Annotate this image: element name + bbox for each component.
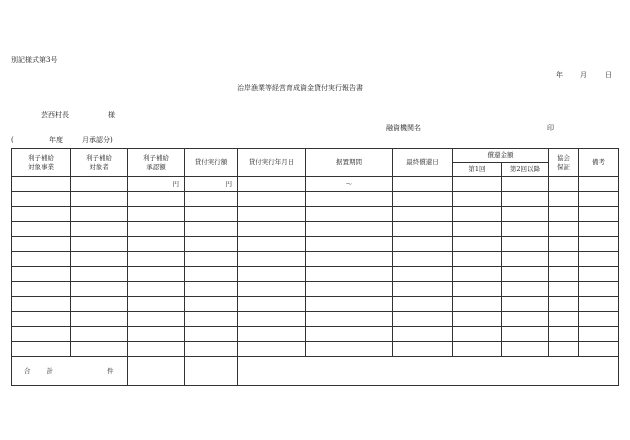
table-cell — [306, 327, 393, 342]
table-cell — [502, 252, 549, 267]
table-cell — [453, 282, 502, 297]
table-cell — [128, 327, 185, 342]
table-row — [12, 267, 619, 282]
table-cell — [502, 222, 549, 237]
table-row — [12, 312, 619, 327]
table-cell — [549, 192, 579, 207]
table-cell — [12, 297, 71, 312]
table-cell — [549, 282, 579, 297]
approval-month: 月承認分) — [82, 136, 113, 144]
table-cell — [393, 237, 453, 252]
table-cell — [185, 192, 238, 207]
header-association-guarantee — [549, 149, 579, 177]
table-cell — [502, 207, 549, 222]
total-label-cell — [12, 357, 128, 386]
table-cell — [12, 282, 71, 297]
total-approved-amount — [128, 357, 185, 386]
table-cell — [306, 192, 393, 207]
total-label-b: 計 — [46, 366, 53, 375]
table-cell — [71, 237, 128, 252]
table-row — [12, 177, 619, 192]
table-cell — [306, 207, 393, 222]
table-cell — [128, 207, 185, 222]
addressee-honorific: 様 — [108, 111, 115, 119]
table-cell — [71, 342, 128, 357]
table-cell — [238, 177, 306, 192]
table-cell — [549, 312, 579, 327]
table-cell — [579, 297, 619, 312]
table-cell — [453, 237, 502, 252]
table-cell — [579, 237, 619, 252]
table-cell — [128, 342, 185, 357]
table-cell — [128, 237, 185, 252]
table-cell — [453, 222, 502, 237]
header-approved-amount-line1: 利子補給 — [143, 154, 169, 163]
table-cell — [393, 297, 453, 312]
form-number: 別記様式第3号 — [11, 56, 58, 64]
header-grace-period: 据置期間 — [306, 149, 393, 177]
table-cell — [185, 282, 238, 297]
total-row — [12, 357, 619, 386]
table-cell — [12, 267, 71, 282]
date-month: 月 — [580, 71, 587, 79]
table-cell — [71, 222, 128, 237]
table-cell — [306, 342, 393, 357]
table-cell — [502, 342, 549, 357]
table-cell — [306, 297, 393, 312]
table-cell — [453, 327, 502, 342]
table-cell — [71, 207, 128, 222]
table-cell — [549, 177, 579, 192]
addressee-name: 芸西村長 — [41, 111, 69, 119]
table-cell — [579, 252, 619, 267]
header-association-guarantee-line1: 協会 — [557, 154, 570, 163]
header-executed-amount: 貸付実行額 — [185, 149, 238, 177]
table-cell — [306, 282, 393, 297]
table-cell — [579, 282, 619, 297]
table-cell — [185, 267, 238, 282]
approved-amount-unit: 円 — [128, 177, 185, 192]
table-cell — [453, 192, 502, 207]
table-cell — [185, 207, 238, 222]
approval-open-paren: ( — [11, 136, 14, 144]
header-approved-amount-line2: 承認額 — [146, 162, 166, 171]
table-cell — [453, 297, 502, 312]
table-cell — [238, 207, 306, 222]
table-cell — [579, 207, 619, 222]
table-cell — [306, 312, 393, 327]
table-cell — [71, 252, 128, 267]
table-cell — [502, 297, 549, 312]
table-cell — [12, 252, 71, 267]
lender-label: 融資機関名 — [386, 124, 421, 132]
table-cell — [238, 312, 306, 327]
table-cell — [185, 222, 238, 237]
table-cell — [393, 327, 453, 342]
table-cell — [549, 222, 579, 237]
grace-period-separator: 〜 — [306, 177, 393, 192]
table-cell — [502, 312, 549, 327]
header-remarks: 備考 — [579, 149, 619, 177]
table-cell — [549, 297, 579, 312]
table-cell — [393, 342, 453, 357]
table-row — [12, 237, 619, 252]
header-association-guarantee-line2: 保証 — [557, 162, 570, 171]
table-cell — [549, 252, 579, 267]
table-cell — [12, 192, 71, 207]
total-remaining — [238, 357, 619, 386]
table-cell — [393, 177, 453, 192]
table-cell — [12, 327, 71, 342]
table-cell — [12, 222, 71, 237]
table-cell — [393, 222, 453, 237]
table-cell — [453, 252, 502, 267]
table-cell — [238, 282, 306, 297]
table-cell — [128, 252, 185, 267]
table-cell — [71, 312, 128, 327]
total-count-unit: 件 — [107, 366, 114, 375]
table-cell — [128, 282, 185, 297]
header-subsequent-repayment: 第2回以降 — [502, 163, 549, 177]
header-first-repayment: 第1回 — [453, 163, 502, 177]
table-cell — [579, 267, 619, 282]
table-row — [12, 327, 619, 342]
table-cell — [579, 177, 619, 192]
table-cell — [12, 237, 71, 252]
table-cell — [238, 222, 306, 237]
table-row — [12, 207, 619, 222]
table-cell — [393, 192, 453, 207]
table-cell — [306, 252, 393, 267]
table-cell — [502, 177, 549, 192]
table-cell — [579, 192, 619, 207]
table-cell — [238, 192, 306, 207]
table-cell — [393, 282, 453, 297]
table-cell — [185, 252, 238, 267]
table-cell — [238, 297, 306, 312]
table-cell — [12, 207, 71, 222]
table-cell — [453, 207, 502, 222]
table-cell — [12, 177, 71, 192]
table-cell — [238, 252, 306, 267]
table-cell — [549, 207, 579, 222]
table-cell — [549, 267, 579, 282]
table-cell — [453, 342, 502, 357]
table-cell — [502, 192, 549, 207]
table-cell — [71, 192, 128, 207]
header-target-project — [12, 149, 71, 177]
table-cell — [393, 252, 453, 267]
table-cell — [502, 267, 549, 282]
table-cell — [185, 237, 238, 252]
total-label-a: 合 — [24, 366, 31, 375]
table-cell — [549, 342, 579, 357]
table-cell — [71, 327, 128, 342]
table-cell — [185, 297, 238, 312]
table-cell — [71, 282, 128, 297]
total-executed-amount — [185, 357, 238, 386]
table-cell — [502, 237, 549, 252]
table-cell — [579, 327, 619, 342]
table-row — [12, 252, 619, 267]
table-row — [12, 282, 619, 297]
table-row — [12, 192, 619, 207]
table-cell — [128, 297, 185, 312]
table-cell — [579, 312, 619, 327]
header-target-person-line2: 対象者 — [89, 162, 109, 171]
table-row — [12, 222, 619, 237]
table-cell — [549, 237, 579, 252]
table-cell — [453, 177, 502, 192]
table-cell — [128, 267, 185, 282]
date-year: 年 — [556, 71, 563, 79]
empty-rows — [12, 192, 619, 357]
header-final-repayment-date: 最終償還日 — [393, 149, 453, 177]
table-cell — [238, 237, 306, 252]
table-cell — [579, 342, 619, 357]
table-cell — [12, 342, 71, 357]
table-cell — [306, 237, 393, 252]
table-cell — [128, 222, 185, 237]
table-cell — [12, 312, 71, 327]
table-cell — [306, 222, 393, 237]
table-cell — [185, 342, 238, 357]
table-cell — [185, 312, 238, 327]
table-cell — [238, 267, 306, 282]
table-row — [12, 297, 619, 312]
table-cell — [71, 177, 128, 192]
table-cell — [502, 282, 549, 297]
table-cell — [393, 312, 453, 327]
table-cell — [238, 342, 306, 357]
table-cell — [453, 267, 502, 282]
document-title: 治岸漁業等経営育成資金貸付実行報告書 — [237, 84, 363, 92]
table-cell — [185, 327, 238, 342]
table-cell — [453, 312, 502, 327]
seal-mark: 印 — [547, 124, 554, 132]
header-execution-date: 貸付実行年月日 — [238, 149, 306, 177]
approval-year: 年度 — [49, 136, 63, 144]
header-row — [12, 149, 619, 163]
table-cell — [71, 297, 128, 312]
header-approved-amount — [128, 149, 185, 177]
table-cell — [393, 207, 453, 222]
table-cell — [128, 312, 185, 327]
header-target-project-line1: 利子補給 — [28, 154, 54, 163]
table-row — [12, 342, 619, 357]
report-table — [11, 148, 619, 386]
table-cell — [579, 222, 619, 237]
header-target-person-line1: 利子補給 — [86, 154, 112, 163]
table-cell — [502, 327, 549, 342]
table-cell — [238, 327, 306, 342]
header-repayment-amount: 償還金額 — [453, 149, 549, 163]
table-cell — [306, 267, 393, 282]
table-cell — [71, 267, 128, 282]
table-cell — [393, 267, 453, 282]
table-cell — [128, 192, 185, 207]
executed-amount-unit: 円 — [185, 177, 238, 192]
header-target-project-line2: 対象事業 — [28, 162, 54, 171]
header-target-person — [71, 149, 128, 177]
table-cell — [549, 327, 579, 342]
date-day: 日 — [605, 71, 612, 79]
